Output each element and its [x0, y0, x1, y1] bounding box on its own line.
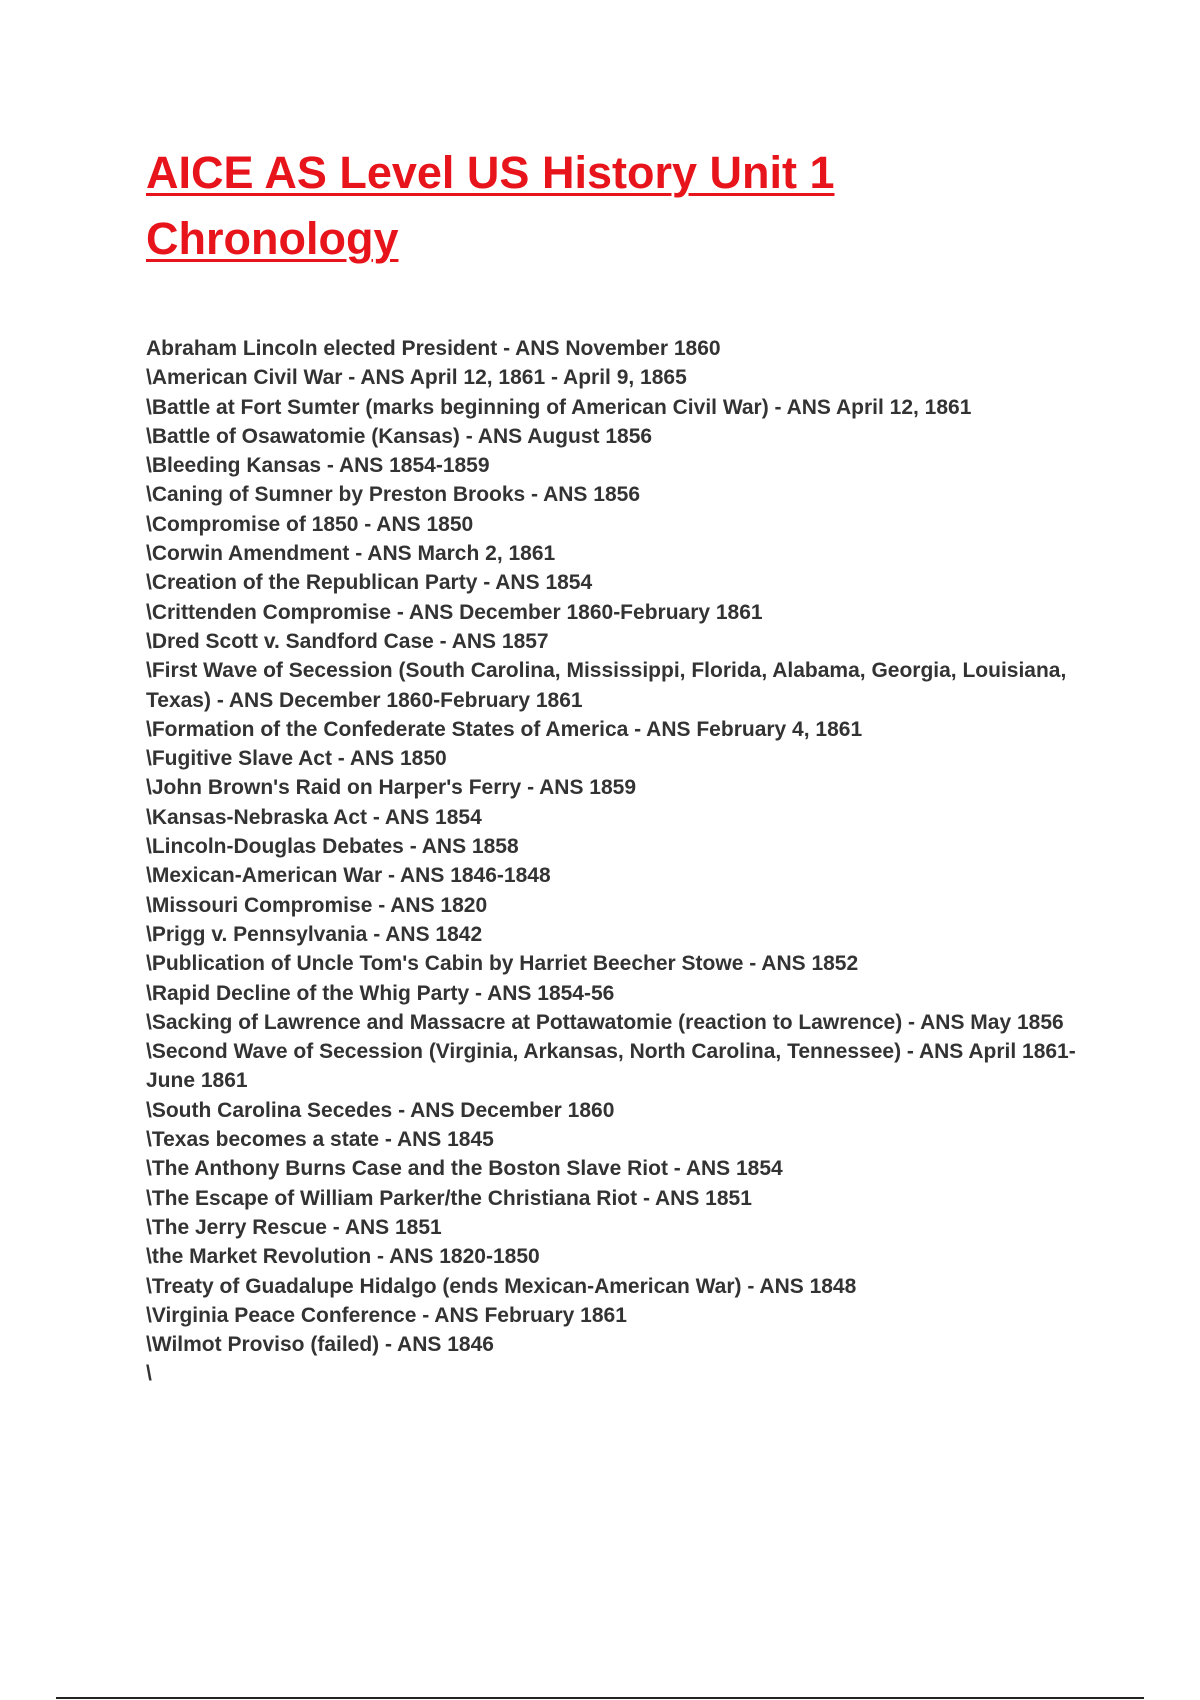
- chronology-entry: \Publication of Uncle Tom's Cabin by Harriet Beecher Stowe - ANS 1852: [146, 952, 859, 976]
- chronology-list: [146, 334, 1076, 1389]
- chronology-entry: \Rapid Decline of the Whig Party - ANS 1854-56: [146, 981, 615, 1005]
- chronology-entry: \Crittenden Compromise - ANS December 1860-February 1861: [146, 600, 763, 624]
- chronology-entry: \the Market Revolution - ANS 1820-1850: [146, 1245, 540, 1269]
- document-title: AICE AS Level US History Unit 1 Chronology: [146, 147, 835, 264]
- chronology-entry: \Battle at Fort Sumter (marks beginning of American Civil War) - ANS April 12, 1861: [146, 395, 972, 419]
- chronology-entry: Abraham Lincoln elected President - ANS November 1860: [146, 337, 721, 360]
- chronology-entry: \Compromise of 1850 - ANS 1850: [146, 512, 474, 536]
- chronology-entry: \Fugitive Slave Act - ANS 1850: [146, 747, 447, 771]
- chronology-entry: \First Wave of Secession (South Carolina, Mississippi, Florida, Alabama, Georgia, Louisiana, Texas) - ANS December 1860-February 1861: [146, 659, 1067, 712]
- chronology-entry: \The Escape of William Parker/the Christiana Riot - ANS 1851: [146, 1186, 752, 1210]
- chronology-entry: \Creation of the Republican Party - ANS 1854: [146, 571, 593, 595]
- chronology-entry: \Kansas-Nebraska Act - ANS 1854: [146, 805, 482, 829]
- chronology-entry: \John Brown's Raid on Harper's Ferry - ANS 1859: [146, 776, 637, 800]
- chronology-entry: \Formation of the Confederate States of America - ANS February 4, 1861: [146, 717, 863, 741]
- chronology-entry: \South Carolina Secedes - ANS December 1860: [146, 1098, 615, 1122]
- chronology-entry: \Mexican-American War - ANS 1846-1848: [146, 864, 551, 888]
- chronology-entry: \Dred Scott v. Sandford Case - ANS 1857: [146, 629, 549, 653]
- chronology-entry: \The Jerry Rescue - ANS 1851: [146, 1215, 442, 1239]
- chronology-entry: \Virginia Peace Conference - ANS February 1861: [146, 1303, 627, 1327]
- page-bottom-rule: [56, 1697, 1144, 1699]
- chronology-entry: \Treaty of Guadalupe Hidalgo (ends Mexican-American War) - ANS 1848: [146, 1274, 857, 1298]
- chronology-entry: \Sacking of Lawrence and Massacre at Pottawatomie (reaction to Lawrence) - ANS May 1856: [146, 1010, 1064, 1034]
- chronology-entry: \The Anthony Burns Case and the Boston Slave Riot - ANS 1854: [146, 1157, 783, 1181]
- chronology-entry: \Wilmot Proviso (failed) - ANS 1846: [146, 1333, 494, 1357]
- chronology-entry: \Second Wave of Secession (Virginia, Arkansas, North Carolina, Tennessee) - ANS April 1861-June 1861: [146, 1040, 1076, 1093]
- chronology-entry: \Lincoln-Douglas Debates - ANS 1858: [146, 835, 519, 859]
- chronology-entry: \Bleeding Kansas - ANS 1854-1859: [146, 454, 490, 478]
- chronology-entry: \Corwin Amendment - ANS March 2, 1861: [146, 542, 556, 566]
- chronology-entry: \Battle of Osawatomie (Kansas) - ANS August 1856: [146, 424, 653, 448]
- chronology-entry: \Missouri Compromise - ANS 1820: [146, 893, 488, 917]
- chronology-entry: \Prigg v. Pennsylvania - ANS 1842: [146, 922, 483, 946]
- chronology-entry: \Caning of Sumner by Preston Brooks - ANS 1856: [146, 483, 640, 507]
- chronology-entry: \American Civil War - ANS April 12, 1861 - April 9, 1865: [146, 366, 687, 390]
- chronology-entry: \: [146, 1362, 152, 1386]
- chronology-entry: \Texas becomes a state - ANS 1845: [146, 1128, 494, 1152]
